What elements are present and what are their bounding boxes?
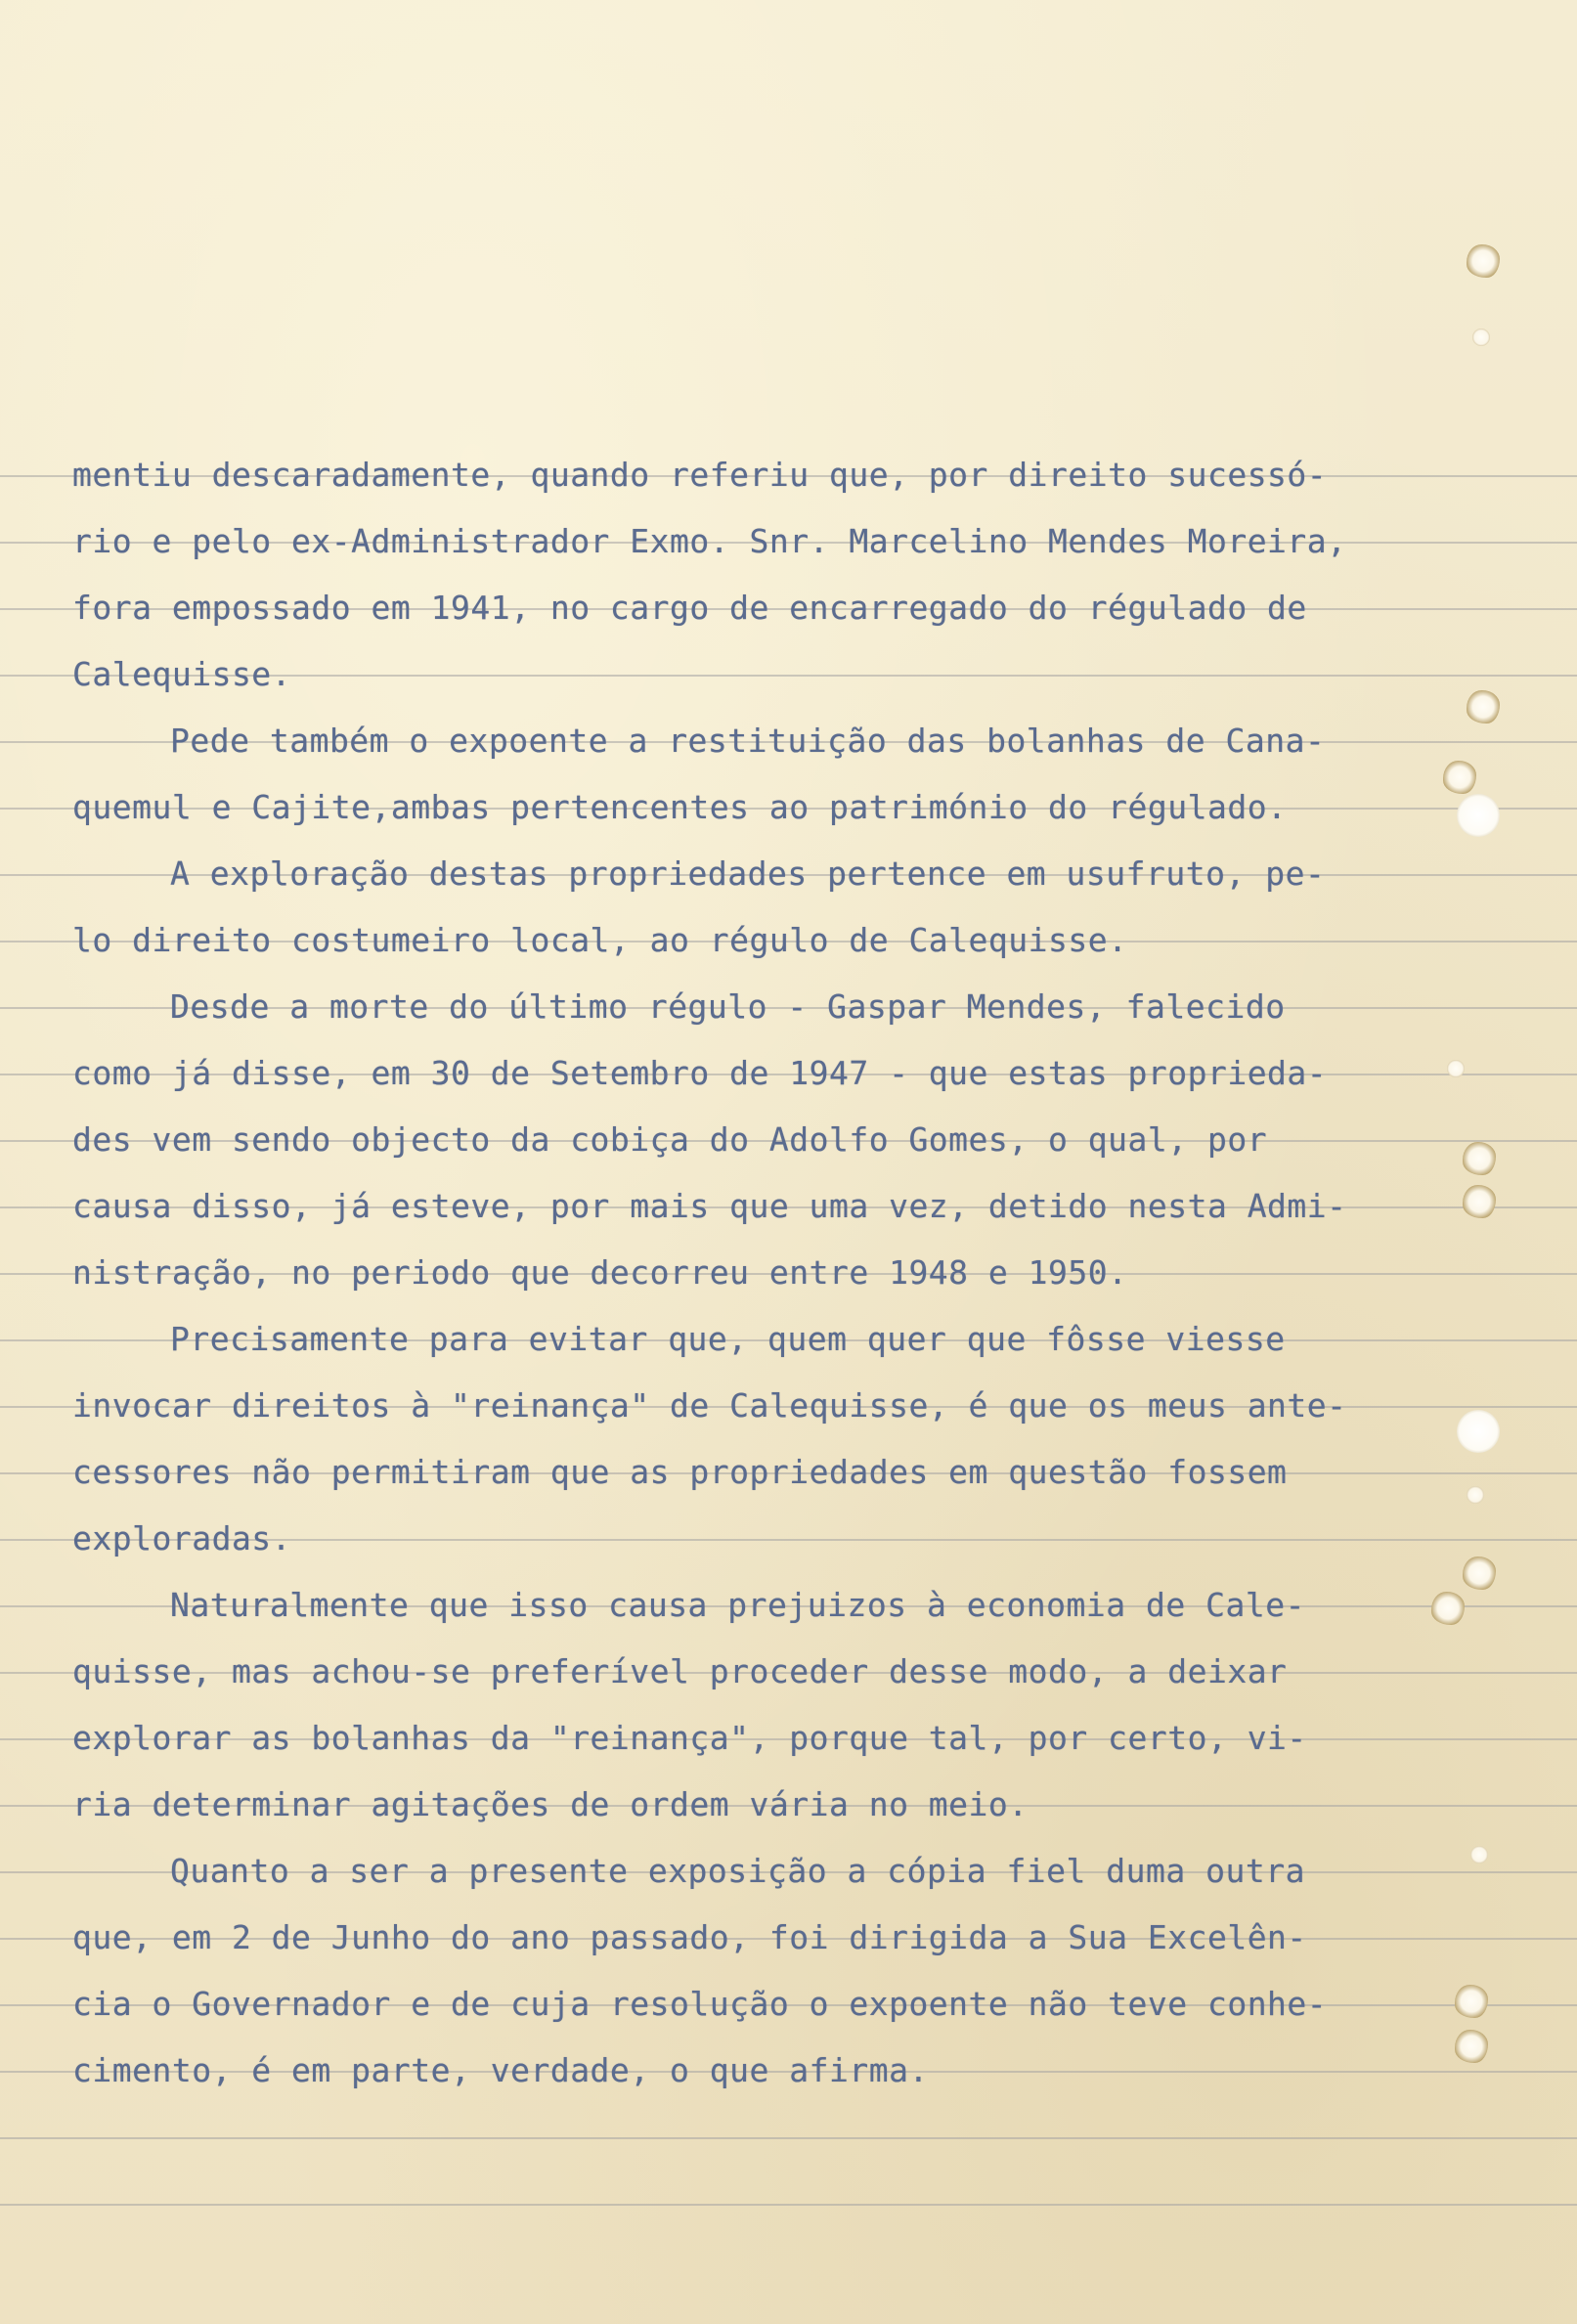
text-line: Quanto a ser a presente exposição a cópia fiel duma outra: [170, 1852, 1305, 1890]
binder-hole-mark: [1443, 761, 1476, 794]
text-line: invocar direitos à "reinança" de Calequisse, é que os meus ante-: [72, 1386, 1347, 1425]
binder-hole-mark: [1463, 1557, 1496, 1590]
text-line: cia o Governador e de cuja resolução o expoente não teve conhe-: [72, 1985, 1328, 2023]
text-line: que, em 2 de Junho do ano passado, foi dirigida a Sua Excelên-: [72, 1918, 1307, 1956]
text-line: A exploração destas propriedades pertence em usufruto, pe-: [170, 855, 1326, 893]
binder-hole-mark: [1472, 329, 1490, 346]
text-line: cessores não permitiram que as propriedades em questão fossem: [72, 1453, 1288, 1491]
text-line: Precisamente para evitar que, quem quer que fôsse viesse: [170, 1320, 1286, 1358]
text-line: lo direito costumeiro local, ao régulo de Calequisse.: [72, 921, 1128, 959]
text-line: Pede também o expoente a restituição das bolanhas de Cana-: [170, 722, 1326, 760]
binder-hole-mark: [1467, 244, 1500, 278]
binder-hole-mark: [1467, 690, 1500, 724]
text-line: como já disse, em 30 de Setembro de 1947 - que estas proprieda-: [72, 1054, 1328, 1092]
text-line: des vem sendo objecto da cobiça do Adolfo Gomes, o qual, por: [72, 1120, 1268, 1159]
text-line: Desde a morte do último régulo - Gaspar Mendes, falecido: [170, 987, 1286, 1026]
binder-hole-mark: [1470, 1846, 1488, 1864]
binder-hole-mark: [1463, 1185, 1496, 1218]
binder-hole: [1457, 794, 1500, 837]
text-line: quisse, mas achou-se preferível proceder desse modo, a deixar: [72, 1652, 1288, 1690]
text-line: Naturalmente que isso causa prejuizos à economia de Cale-: [170, 1586, 1305, 1624]
text-line: Calequisse.: [72, 655, 292, 693]
text-line: ria determinar agitações de ordem vária no meio.: [72, 1785, 1029, 1823]
text-line: quemul e Cajite,ambas pertencentes ao património do régulado.: [72, 788, 1288, 826]
binder-hole-mark: [1467, 1486, 1484, 1504]
text-line: exploradas.: [72, 1519, 292, 1557]
binder-hole-mark: [1463, 1142, 1496, 1175]
text-line: fora empossado em 1941, no cargo de encarregado do régulado de: [72, 589, 1307, 627]
typed-text-body: [72, 442, 1347, 2104]
text-line: nistração, no periodo que decorreu entre 1948 e 1950.: [72, 1253, 1128, 1292]
binder-hole: [1457, 1410, 1500, 1453]
text-line: mentiu descaradamente, quando referiu que, por direito sucessó-: [72, 456, 1328, 494]
binder-hole-mark: [1431, 1592, 1465, 1625]
binder-hole-mark: [1447, 1060, 1465, 1077]
text-line: causa disso, já esteve, por mais que uma vez, detido nesta Admi-: [72, 1187, 1347, 1225]
binder-hole-mark: [1455, 2030, 1488, 2063]
text-line: cimento, é em parte, verdade, o que afirma.: [72, 2051, 929, 2089]
text-line: rio e pelo ex-Administrador Exmo. Snr. Marcelino Mendes Moreira,: [72, 522, 1347, 560]
binder-hole-mark: [1455, 1985, 1488, 2018]
text-line: explorar as bolanhas da "reinança", porque tal, por certo, vi-: [72, 1719, 1307, 1757]
